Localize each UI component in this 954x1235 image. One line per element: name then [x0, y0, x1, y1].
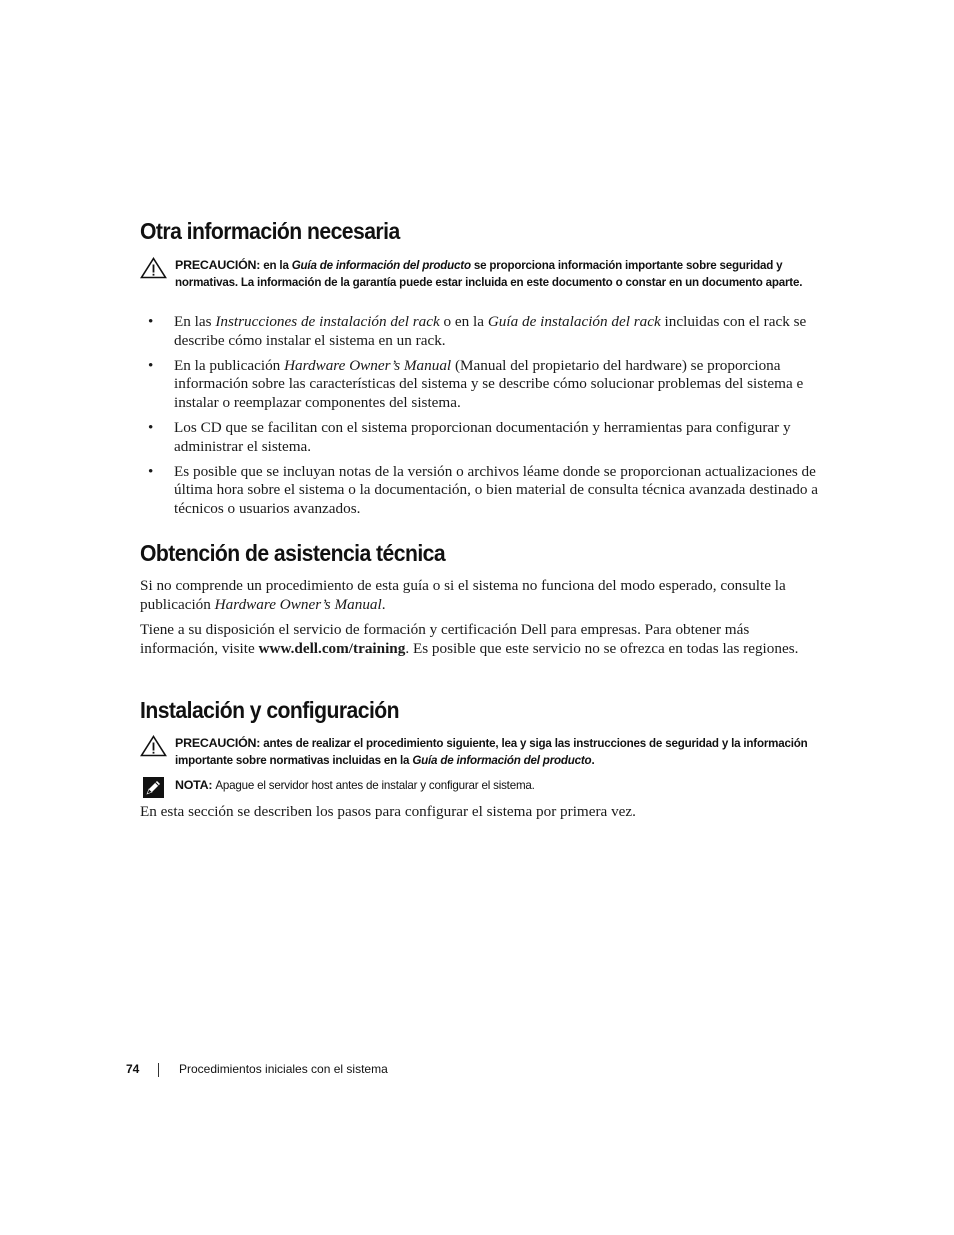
info-bullet-list	[140, 313, 820, 525]
caution-text-1	[175, 257, 825, 291]
training-link[interactable]: www.dell.com/training	[258, 639, 406, 657]
paragraph-asistencia-2: Tiene a su disposición el servicio de formación y certificación Dell para empresas. Para obtener más información, visite www.dell.com/training. Es posible que este servicio no se ofrezca en todas las regiones.	[140, 621, 799, 657]
caution-text-2: PRECAUCIÓN: antes de realizar el procedimiento siguiente, lea y siga las instrucciones de seguridad y la información importante sobre normativas incluidas en la Guía de información del producto.	[175, 736, 808, 767]
list-item-text: Los CD que se facilitan con el sistema proporcionan documentación y herramientas para configurar y administrar el sistema.	[174, 418, 791, 455]
list-item-text: En las Instrucciones de instalación del rack o en la Guía de instalación del rack incluidas con el rack se describe cómo instalar el sistema en un rack.	[174, 313, 807, 349]
list-item	[140, 357, 820, 413]
list-item	[140, 419, 820, 456]
caution-pre: en la	[263, 259, 289, 272]
note-pencil-icon	[143, 777, 164, 803]
footer-divider	[158, 1063, 159, 1077]
heading-otra-informacion: Otra información necesaria	[140, 218, 400, 244]
caution-doc-title: Guía de información del producto	[291, 259, 471, 272]
heading-instalacion: Instalación y configuración	[140, 697, 400, 723]
list-item-text: En la publicación Hardware Owner’s Manual (Manual del propietario del hardware) se proporciona información sobre las características del sistema y se describe cómo solucionar problemas del sistema e instalar o reemplazar componentes del sistema.	[174, 356, 804, 411]
warning-triangle-icon	[140, 257, 167, 284]
caution-label: PRECAUCIÓN:	[175, 258, 261, 272]
caution-label: PRECAUCIÓN:	[175, 736, 261, 750]
bullet-icon: •	[148, 356, 154, 374]
footer-title: Procedimientos iniciales con el sistema	[179, 1062, 388, 1076]
bullet-icon: •	[148, 462, 154, 480]
caution-post: se proporciona información importante sobre seguridad y normativas. La información de la garantía puede estar incluida en este documento o constar en un documento aparte.	[175, 259, 803, 289]
paragraph-asistencia-1: Si no comprende un procedimiento de esta guía o si el sistema no funciona del modo esperado, consulte la publicación Hardware Owner’s Manual.	[140, 577, 786, 613]
bullet-icon: •	[148, 418, 154, 436]
heading-asistencia-tecnica: Obtención de asistencia técnica	[140, 540, 446, 566]
note-notice	[140, 777, 820, 797]
list-item	[140, 463, 820, 519]
caution-notice-1	[140, 257, 820, 311]
note-label: NOTA:	[175, 778, 213, 792]
list-item	[140, 313, 820, 350]
warning-triangle-icon	[140, 735, 167, 762]
bullet-icon: •	[148, 313, 154, 330]
paragraph-instalacion: En esta sección se describen los pasos para configurar el sistema por primera vez.	[140, 803, 636, 820]
note-text: NOTA: Apague el servidor host antes de instalar y configurar el sistema.	[175, 778, 535, 792]
page-number: 74	[126, 1062, 140, 1076]
caution-doc-title: Guía de información del producto	[412, 754, 592, 767]
caution-notice-2	[140, 735, 820, 771]
list-item-text: Es posible que se incluyan notas de la versión o archivos léame donde se proporcionan actualizaciones de última hora sobre el sistema o la documentación, o bien material de consulta técnica avanzada destinado a técnicos o usuarios avanzados.	[174, 462, 818, 517]
